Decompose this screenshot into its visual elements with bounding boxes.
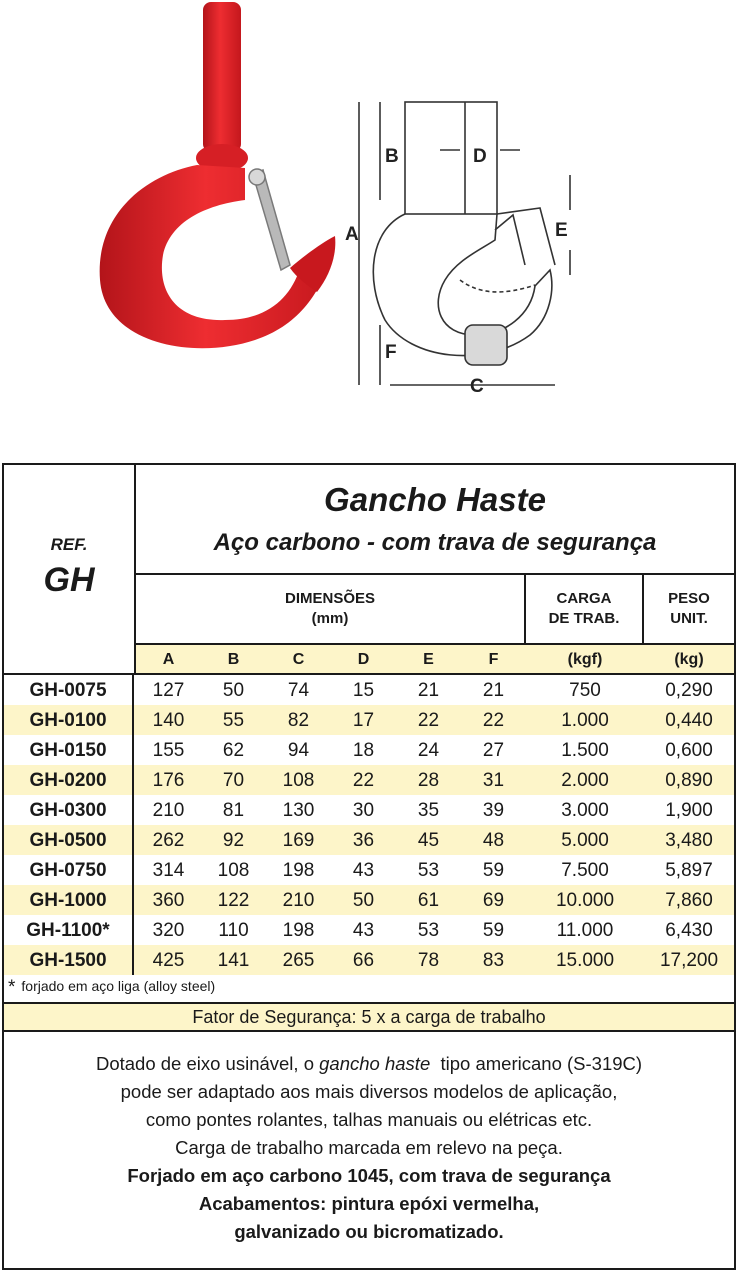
dimensions-header-line1: DIMENSÕES [284, 590, 375, 607]
cell-weight: 0,600 [665, 740, 713, 761]
description-line-1: Dotado de eixo usinável, o gancho haste tipo americano (S-319C) [95, 1053, 643, 1074]
dimension-diagram [345, 90, 590, 410]
cell-d: 50 [352, 890, 375, 911]
dim-label-b: B [385, 146, 399, 167]
hook-body [100, 165, 335, 348]
cell-weight: 17,200 [659, 950, 719, 971]
cell-c: 210 [282, 890, 315, 911]
cell-f: 31 [482, 770, 505, 791]
cell-f: 59 [482, 860, 505, 881]
product-title: Gancho Haste [324, 481, 546, 518]
unit-load: (kgf) [567, 651, 603, 668]
weight-header [644, 575, 734, 643]
weight-header-line2: UNIT. [670, 610, 708, 627]
row-ref: GH-0750 [4, 855, 134, 885]
cell-c: 198 [282, 860, 315, 881]
dimensions-header-line2: (mm) [311, 610, 349, 627]
row-ref: GH-1500 [4, 945, 134, 975]
cell-d: 66 [352, 950, 375, 971]
cell-weight: 5,897 [665, 860, 713, 881]
cell-e: 24 [417, 740, 440, 761]
cell-weight: 7,860 [665, 890, 713, 911]
description-bold-2: Acabamentos: pintura epóxi vermelha, [198, 1193, 540, 1214]
cell-a: 314 [152, 860, 185, 881]
table-row [4, 945, 734, 975]
cell-f: 27 [482, 740, 505, 761]
cell-load: 11.000 [556, 920, 614, 941]
cell-a: 360 [152, 890, 185, 911]
cell-f: 69 [482, 890, 505, 911]
cell-weight: 6,430 [665, 920, 713, 941]
cell-d: 17 [352, 710, 375, 731]
table-row [4, 885, 734, 915]
ref-label: REF. [50, 535, 88, 554]
cell-b: 55 [222, 710, 245, 731]
table-row [4, 705, 734, 735]
cell-b: 108 [217, 860, 250, 881]
cell-e: 53 [417, 920, 440, 941]
dim-label-f: F [385, 342, 397, 363]
unit-c: C [292, 651, 305, 668]
cell-load: 15.000 [555, 950, 615, 971]
cell-b: 50 [222, 680, 245, 701]
unit-b: B [227, 651, 240, 668]
cell-c: 94 [287, 740, 310, 761]
cell-load: 7.500 [561, 860, 609, 881]
unit-weight: (kg) [674, 651, 704, 668]
dim-label-e: E [555, 220, 568, 241]
cell-b: 110 [218, 920, 249, 941]
row-ref: GH-0200 [4, 765, 134, 795]
cell-load: 10.000 [555, 890, 615, 911]
hook-shank [203, 2, 241, 152]
load-header-line1: CARGA [556, 590, 612, 607]
cell-b: 141 [217, 950, 250, 971]
cell-f: 59 [482, 920, 505, 941]
footnote [8, 977, 215, 999]
unit-d: D [357, 651, 370, 668]
cell-f: 39 [482, 800, 505, 821]
cell-b: 81 [222, 800, 245, 821]
cell-weight: 0,440 [665, 710, 713, 731]
cell-weight: 0,290 [665, 680, 713, 701]
row-ref: GH-0100 [4, 705, 134, 735]
cell-a: 425 [152, 950, 185, 971]
cell-a: 320 [152, 920, 185, 941]
description-line-3: como pontes rolantes, talhas manuais ou elétricas etc. [145, 1109, 593, 1130]
dim-label-d: D [473, 146, 487, 167]
latch-pivot [249, 169, 265, 185]
cell-b: 62 [222, 740, 245, 761]
cell-f: 22 [482, 710, 505, 731]
cell-f: 21 [482, 680, 505, 701]
description-line-4: Carga de trabalho marcada em relevo na peça. [175, 1137, 563, 1158]
dim-label-a: A [345, 224, 359, 245]
cell-e: 35 [417, 800, 440, 821]
cell-load: 3.000 [561, 800, 609, 821]
row-ref: GH-0075 [4, 675, 134, 705]
cell-d: 43 [352, 860, 375, 881]
cell-load: 2.000 [561, 770, 609, 791]
cell-c: 169 [282, 830, 315, 851]
dimensions-header [136, 575, 526, 643]
row-ref: GH-0500 [4, 825, 134, 855]
description-line-2: pode ser adaptado aos mais diversos modelos de aplicação, [120, 1081, 618, 1102]
cell-weight: 1,900 [665, 800, 713, 821]
table-body [4, 673, 734, 975]
footnote-mark: * [8, 977, 16, 998]
cell-c: 198 [282, 920, 315, 941]
row-ref: GH-0150 [4, 735, 134, 765]
footnote-text: forjado em aço liga (alloy steel) [21, 978, 216, 994]
unit-f: F [488, 651, 499, 668]
cell-e: 61 [417, 890, 440, 911]
units-row [136, 643, 734, 673]
cell-e: 45 [417, 830, 440, 851]
spec-table [2, 463, 736, 1270]
table-row [4, 855, 734, 885]
cell-a: 140 [152, 710, 185, 731]
row-ref: GH-0300 [4, 795, 134, 825]
cell-d: 15 [352, 680, 375, 701]
cell-a: 262 [152, 830, 185, 851]
safety-factor: Fator de Segurança: 5 x a carga de trabalho [4, 1002, 734, 1032]
cell-load: 750 [569, 680, 601, 701]
table-row [4, 675, 734, 705]
cell-weight: 3,480 [665, 830, 713, 851]
cell-c: 130 [282, 800, 315, 821]
cell-e: 53 [417, 860, 440, 881]
cell-e: 22 [417, 710, 440, 731]
cell-b: 92 [222, 830, 245, 851]
cell-b: 70 [222, 770, 245, 791]
product-description [4, 1050, 734, 1246]
table-row [4, 825, 734, 855]
cell-load: 1.500 [561, 740, 609, 761]
load-header-line2: DE TRAB. [548, 610, 620, 627]
table-row [4, 915, 734, 945]
table-row [4, 735, 734, 765]
unit-a: A [162, 651, 175, 668]
table-row [4, 795, 734, 825]
cell-a: 127 [152, 680, 185, 701]
cell-c: 74 [287, 680, 310, 701]
ref-code: GH [43, 561, 95, 599]
cell-f: 48 [482, 830, 505, 851]
description-bold-1: Forjado em aço carbono 1045, com trava de segurança [127, 1165, 611, 1186]
cell-a: 155 [152, 740, 185, 761]
hook-product-image [85, 0, 350, 400]
cell-c: 108 [282, 770, 315, 791]
dim-label-c: C [470, 376, 484, 397]
ref-header-cell [4, 465, 136, 673]
cell-c: 265 [282, 950, 315, 971]
product-subtitle: Aço carbono - com trava de segurança [213, 529, 657, 556]
row-ref: GH-1100* [4, 915, 134, 945]
cell-d: 43 [352, 920, 375, 941]
cell-d: 36 [352, 830, 375, 851]
weight-header-line1: PESO [668, 590, 710, 607]
unit-e: E [423, 651, 434, 668]
cell-c: 82 [287, 710, 310, 731]
cell-b: 122 [217, 890, 250, 911]
cell-weight: 0,890 [665, 770, 713, 791]
cell-load: 5.000 [561, 830, 609, 851]
table-title-area [136, 465, 734, 575]
load-header [526, 575, 644, 643]
cell-a: 176 [152, 770, 185, 791]
cell-d: 22 [352, 770, 375, 791]
cell-d: 18 [352, 740, 375, 761]
cell-a: 210 [152, 800, 185, 821]
description-bold-3: galvanizado ou bicromatizado. [234, 1221, 504, 1242]
cell-e: 28 [417, 770, 440, 791]
cell-e: 78 [417, 950, 440, 971]
cell-load: 1.000 [561, 710, 609, 731]
row-ref: GH-1000 [4, 885, 134, 915]
cell-f: 83 [482, 950, 505, 971]
cell-d: 30 [352, 800, 375, 821]
cell-e: 21 [417, 680, 440, 701]
table-row [4, 765, 734, 795]
